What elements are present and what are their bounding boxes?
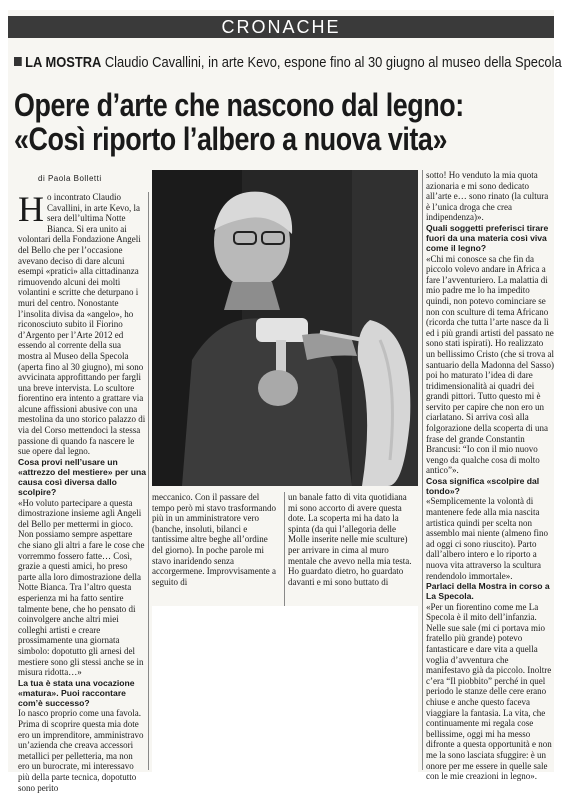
interview-question: Parlaci della Mostra in corso a La Specola. bbox=[426, 581, 550, 602]
square-bullet-icon bbox=[14, 57, 22, 66]
section-banner: CRONACHE bbox=[8, 16, 554, 38]
column-text: meccanico. Con il passare del tempo però mi stavo trasformando più in un amministratore vero (banche, insoluti, bilanci e tantissime altre beghe all’ordine del giorno). In poche parole mi stavo inaridendo senza accorgermene. Improvvisamente a seguito di bbox=[152, 492, 277, 587]
blank-area bbox=[152, 606, 418, 772]
headline-line-1: Opere d’arte che nascono dal legno: bbox=[14, 87, 464, 123]
article-column-2 bbox=[152, 492, 280, 612]
headline bbox=[14, 88, 463, 156]
headline-line-2: «Così riporto l’albero a nuova vita» bbox=[14, 121, 447, 157]
article-intro: o incontrato Claudio Cavallini, in arte Kevo, la sera dell’ultima Notte Bianca. Si era unito ai volontari della Fondazione Angeli del Bello che per l’occasione avevano deciso di dare alcuni esempi «pratici» alla cittadinanza rimuovendo alcuni dei molti volantini e scritte che deturpano i muri del centro. Nonostante l’insolita divisa da «angelo», ho riconosciuto subito il Fiorino d’Argento per l’Arte 2012 ed essendo al corrente della sua mostra al Museo della Specola (aperta fino al 30 giugno), mi sono avvicinata approfittando per fargli una breve intervista. Lo scultore fiorentino era intento a grattare via alcune affissioni abusive con una mestolina da uno storico palazzo di via del Corso mettendoci la stessa passione di quando fa nascere le sue opere dal legno. bbox=[18, 192, 146, 457]
column-divider bbox=[148, 192, 149, 770]
interview-answer: «Chi mi conosce sa che fin da piccolo volevo andare in Africa a fare l’avventuriero. La malattia di mio padre me lo ha impedito quindi, non potevo cominciare se non con sculture di tema Africano (ricorda che tutta l’arte nasce da lì ed i più grandi artisti del passato ne sono stati ispirati). Ho realizzato un bellissimo Cristo (che si trova al santuario della Madonna del Sasso) poi ho maturato l’idea di dare tridimensionalità ai quadri dei grandi pittori. Tutto questo mi è servito per capire che non ero un ciarlatano. Si arriva così alla folgorazione della scoperta di una frase del grande Constantin Brancusi: “Io con il mio nuovo vengo da qualche cosa di molto antico”». bbox=[426, 253, 554, 476]
sculptor-with-mallet-image bbox=[152, 170, 418, 486]
interview-question: La tua è stata una vocazione «matura». Puoi raccontare com’è successo? bbox=[18, 677, 135, 709]
byline: di Paola Bolletti bbox=[38, 174, 102, 183]
interview-question: Cosa significa «scolpire dal tondo»? bbox=[426, 476, 540, 497]
column-text: un banale fatto di vita quotidiana mi sono accorto di avere questa dote. La scoperta mi ha dato la spinta (da qui l’allegoria delle Molle inserite nelle mie sculture) per arrivare in cima al muro mentale che avevo nella mia testa. Ho guardato dietro, ho guardato davanti e mi sono buttato di bbox=[288, 492, 412, 587]
article-column-4 bbox=[426, 170, 554, 782]
interview-question: Quali soggetti preferisci tirare fuori da una materia così viva come il legno? bbox=[426, 222, 549, 254]
kicker-line bbox=[14, 54, 562, 72]
interview-answer: «Semplicemente la volontà di mantenere fede alla mia nascita artistica quindi per scelta non assemblo mai niente (almeno fino ad oggi ci sono riuscito). Parto dall’albero intero e lo riporto a nuova vita attraverso la scultura rendendolo immortale». bbox=[426, 496, 548, 581]
kicker-text: Claudio Cavallini, in arte Kevo, espone fino al 30 giugno al museo della Specola bbox=[104, 54, 562, 71]
interview-answer: sotto! Ho venduto la mia quota azionaria e mi sono dedicato all’arte e… sono rinato (la cultura è l’unica droga che crea indipendenza)». bbox=[426, 170, 549, 223]
article-column-3 bbox=[288, 492, 418, 602]
column-divider bbox=[422, 170, 423, 770]
interview-answer: Io nasco proprio come una favola. Prima di scoprire questa mia dote ero un imprenditore, amministravo un’azienda che creava accessori metallici per pelletteria, ma non ero un burocrate, mi interessavo più della parte tecnica, dopotutto sono perito bbox=[18, 708, 144, 793]
artist-photo bbox=[152, 170, 418, 486]
interview-question: Cosa provi nell’usare un «attrezzo del mestiere» per una causa così diversa dallo scolpire? bbox=[18, 456, 146, 498]
article-column-1 bbox=[18, 189, 146, 793]
drop-cap: H bbox=[18, 189, 44, 229]
interview-answer: «Per un fiorentino come me La Specola è il mito dell’infanzia. Nelle sue sale (mi ci portava mio fratello più grande) potevo fantasticare e dare vita a quella voglia d’avventura che manifestavo già da piccolo. Inoltre c’era “Il piobbito” perché in quel periodo le stanze delle cere erano chiuse e anche questo faceva viaggiare la fantasia. La vita, che continuamente mi regala cose bellissime, oggi mi ha messo difronte a questa opportunità e non me la sono lasciata sfuggire: è un onore per me essere in quelle sale con le mie creazioni in legno». bbox=[426, 601, 552, 782]
newspaper-page bbox=[8, 10, 562, 793]
column-divider bbox=[284, 492, 285, 606]
kicker-label: LA MOSTRA bbox=[25, 54, 102, 71]
interview-answer: «Ho voluto partecipare a questa dimostrazione insieme agli Angeli del Bello per mettermi in gioco. Non possiamo sempre aspettare che siano gli altri a fare le cose che vorremmo fossero fatte… Così, grazie a questi amici, ho preso parte alla loro dimostrazione della Notte Bianca. Tra l’altro questa esperienza mi ha fatto sentire talmente bene, che ho pensato di coinvolgere anche altri miei colleghi artisti e creare prossimamente una giornata simbolo: dopotutto gli arnesi del mestiere sono gli stessi anche se in misura ridotta…» bbox=[18, 497, 145, 678]
